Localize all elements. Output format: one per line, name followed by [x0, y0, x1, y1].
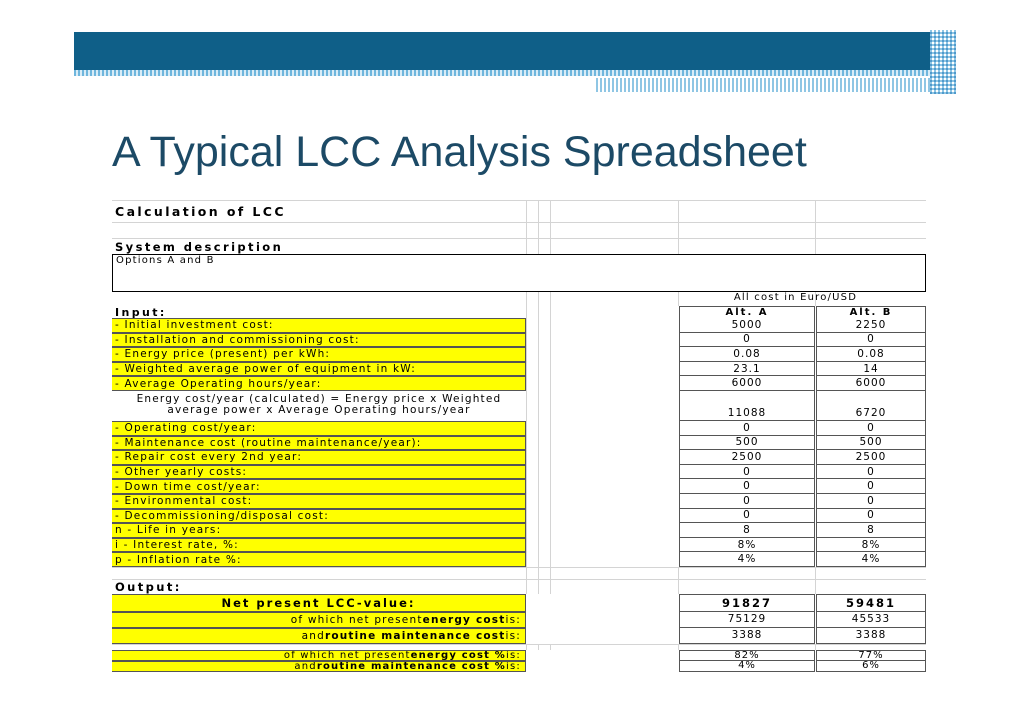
input-row-alt-a[interactable]: 0.08	[679, 347, 815, 362]
input-row	[112, 538, 926, 553]
input-row-alt-b[interactable]: 0	[816, 494, 926, 509]
npv-label: Net present LCC-value:	[112, 594, 526, 612]
energy-cost-label-pre: of which net present	[290, 613, 423, 626]
input-row	[112, 494, 926, 509]
input-row-label: p - Inflation rate %:	[112, 552, 526, 567]
input-row-alt-a[interactable]: 5000	[679, 318, 815, 333]
energy-cost-alt-a[interactable]: 75129	[679, 612, 815, 628]
energy-pct-label-pre: of which net present	[283, 649, 411, 661]
input-row	[112, 465, 926, 480]
maint-pct-alt-b[interactable]: 6%	[816, 661, 926, 672]
header-stripe	[74, 70, 954, 76]
maint-cost-label-post: is:	[505, 629, 521, 642]
input-header-row	[112, 306, 926, 318]
npv-row	[112, 594, 926, 612]
energy-pct-label-post: is:	[506, 649, 521, 661]
input-row-alt-b[interactable]: 2500	[816, 450, 926, 465]
maint-pct-label-bold: routine maintenance cost %	[316, 660, 507, 672]
maint-cost-alt-b[interactable]: 3388	[816, 628, 926, 644]
energy-cost-label	[112, 612, 526, 628]
input-row	[112, 421, 926, 436]
maint-pct-row	[112, 661, 926, 672]
input-row	[112, 479, 926, 494]
input-row-alt-a[interactable]: 8	[679, 523, 815, 538]
input-row-label: - Environmental cost:	[112, 494, 526, 509]
input-row-alt-b[interactable]: 6720	[816, 391, 926, 421]
sheet-heading: Calculation of LCC	[115, 204, 286, 219]
input-row-label: - Repair cost every 2nd year:	[112, 450, 526, 465]
input-row-alt-b[interactable]: 0	[816, 333, 926, 348]
input-row-alt-a[interactable]: 23.1	[679, 362, 815, 377]
input-row	[112, 552, 926, 567]
input-label: Input:	[115, 306, 167, 318]
input-row-label: - Operating cost/year:	[112, 421, 526, 436]
input-row-label: - Decommissioning/disposal cost:	[112, 509, 526, 524]
input-row	[112, 376, 926, 391]
output-header-row	[112, 579, 926, 594]
energy-pct-alt-a[interactable]: 82%	[679, 650, 815, 661]
npv-alt-a[interactable]: 91827	[679, 594, 815, 612]
input-row-alt-a[interactable]: 0	[679, 479, 815, 494]
energy-pct-row	[112, 650, 926, 661]
alt-a-header: Alt. A	[679, 306, 815, 318]
input-row-alt-b[interactable]: 0	[816, 421, 926, 436]
header-banner	[74, 32, 954, 72]
energy-cost-alt-b[interactable]: 45533	[816, 612, 926, 628]
input-row-alt-b[interactable]: 0	[816, 509, 926, 524]
slide-title: A Typical LCC Analysis Spreadsheet	[112, 128, 807, 176]
input-row-alt-b[interactable]: 500	[816, 436, 926, 451]
maint-pct-label	[112, 661, 526, 672]
input-row-alt-a[interactable]: 8%	[679, 538, 815, 553]
maint-cost-row	[112, 628, 926, 644]
output-label: Output:	[115, 579, 182, 594]
input-row-alt-a[interactable]: 0	[679, 333, 815, 348]
input-row-alt-b[interactable]: 8	[816, 523, 926, 538]
maint-pct-label-pre: and	[294, 660, 317, 672]
maint-cost-label	[112, 628, 526, 644]
energy-cost-label-bold: energy cost	[422, 613, 506, 626]
input-row-label: Energy cost/year (calculated) = Energy price x Weighted average power x Average Operating hours/year	[136, 392, 502, 416]
options-text-box[interactable]: Options A and B	[112, 254, 926, 292]
input-row-alt-b[interactable]: 6000	[816, 376, 926, 391]
maint-cost-label-pre: and	[301, 629, 325, 642]
input-row	[112, 347, 926, 362]
input-row	[112, 509, 926, 524]
input-row-label: - Maintenance cost (routine maintenance/year):	[112, 436, 526, 451]
input-row	[112, 391, 926, 421]
input-row-label: - Other yearly costs:	[112, 465, 526, 480]
input-row-label: - Average Operating hours/year:	[112, 376, 526, 391]
input-row-alt-a[interactable]: 0	[679, 421, 815, 436]
input-row-label: i - Interest rate, %:	[112, 538, 526, 553]
lcc-spreadsheet	[112, 200, 926, 672]
input-row	[112, 450, 926, 465]
header-stripe-secondary	[596, 78, 954, 92]
header-grid-decoration	[930, 30, 956, 94]
energy-pct-alt-b[interactable]: 77%	[816, 650, 926, 661]
energy-cost-label-post: is:	[505, 613, 521, 626]
input-row-alt-a[interactable]: 0	[679, 465, 815, 480]
input-row-alt-a[interactable]: 0	[679, 509, 815, 524]
input-row	[112, 318, 926, 333]
maint-cost-alt-a[interactable]: 3388	[679, 628, 815, 644]
input-row	[112, 362, 926, 377]
input-rows	[112, 318, 926, 567]
blank-row	[112, 567, 926, 579]
sheet-heading-row	[112, 200, 926, 222]
system-description-label: System description	[115, 239, 284, 254]
input-row-alt-b[interactable]: 0.08	[816, 347, 926, 362]
input-row-label: - Energy price (present) per kWh:	[112, 347, 526, 362]
input-row-alt-a[interactable]: 6000	[679, 376, 815, 391]
input-row-alt-b[interactable]: 4%	[816, 552, 926, 567]
input-row-alt-a[interactable]: 4%	[679, 552, 815, 567]
input-row-alt-b[interactable]: 2250	[816, 318, 926, 333]
currency-note: All cost in Euro/USD	[733, 292, 858, 303]
system-description-row	[112, 238, 926, 254]
npv-alt-b[interactable]: 59481	[816, 594, 926, 612]
energy-pct-label	[112, 650, 526, 661]
input-row-alt-b[interactable]: 0	[816, 465, 926, 480]
input-row-label: - Installation and commissioning cost:	[112, 333, 526, 348]
currency-note-row	[112, 292, 926, 306]
input-row-label: - Down time cost/year:	[112, 479, 526, 494]
input-row	[112, 523, 926, 538]
blank-row	[112, 222, 926, 238]
maint-pct-label-post: is:	[506, 660, 521, 672]
energy-pct-label-bold: energy cost %	[410, 649, 507, 661]
input-row-label: - Initial investment cost:	[112, 318, 526, 333]
input-row-alt-a[interactable]: 0	[679, 494, 815, 509]
maint-pct-alt-a[interactable]: 4%	[679, 661, 815, 672]
input-row-alt-b[interactable]: 14	[816, 362, 926, 377]
options-row	[112, 254, 926, 292]
input-row-alt-a[interactable]: 2500	[679, 450, 815, 465]
input-row-alt-a[interactable]: 11088	[679, 391, 815, 421]
input-row	[112, 333, 926, 348]
energy-cost-row	[112, 612, 926, 628]
input-row	[112, 436, 926, 451]
input-row-alt-b[interactable]: 8%	[816, 538, 926, 553]
input-row-label: - Weighted average power of equipment in kW:	[112, 362, 526, 377]
input-row-alt-a[interactable]: 500	[679, 436, 815, 451]
maint-cost-label-bold: routine maintenance cost	[324, 629, 506, 642]
input-row-label: n - Life in years:	[112, 523, 526, 538]
alt-b-header: Alt. B	[816, 306, 926, 318]
input-row-alt-b[interactable]: 0	[816, 479, 926, 494]
